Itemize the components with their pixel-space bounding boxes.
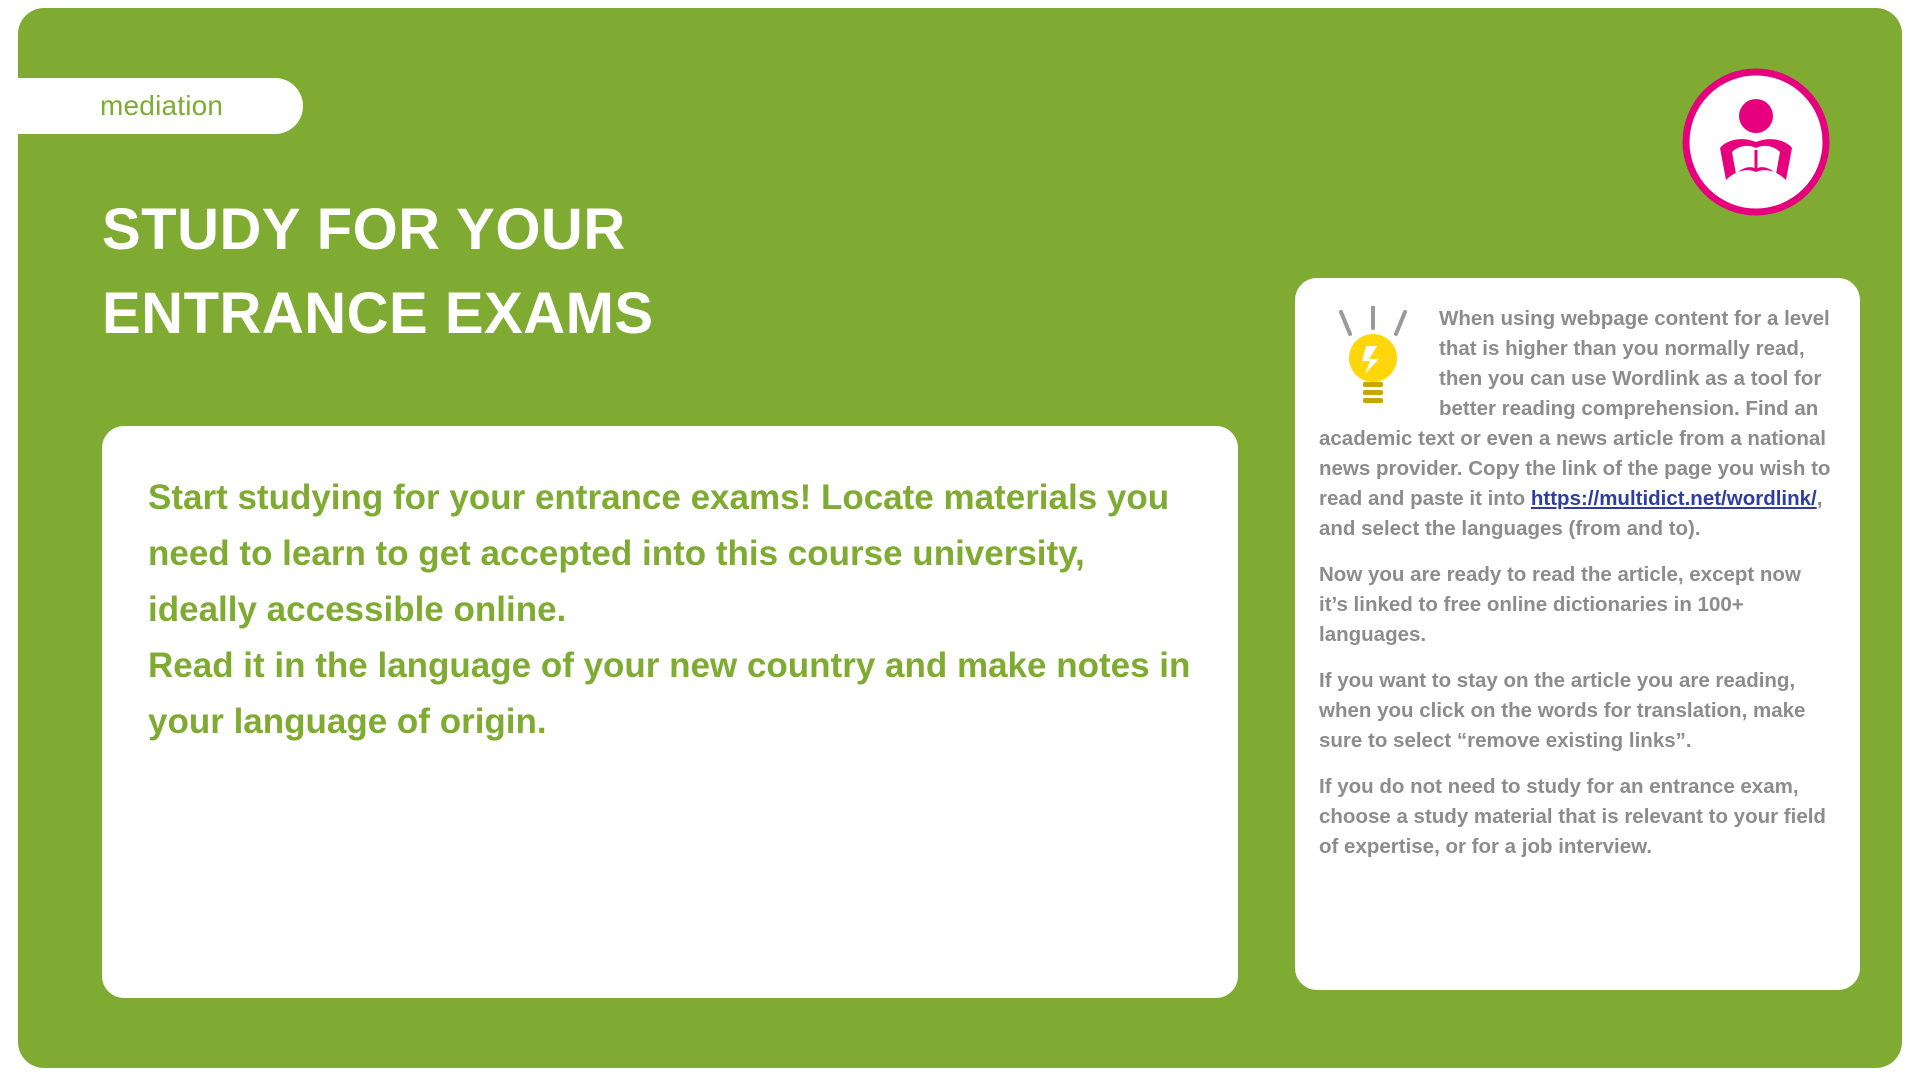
tip-panel [1295,278,1860,990]
lightbulb-idea-icon [1319,306,1427,414]
page-title [102,188,1182,356]
tip-paragraph-2: Now you are ready to read the article, except now it’s linked to free online dictionaries in 100+ languages. [1319,563,1801,646]
main-instruction-panel [102,426,1238,998]
tip-paragraph-4: If you do not need to study for an entrance exam, choose a study material that is relevant to your field of expertise, or for a job interview. [1319,775,1826,858]
tip-paragraph-3: If you want to stay on the article you are reading, when you click on the words for translation, make sure to select “remove existing links”. [1319,669,1806,752]
tip-paragraph-1-after-link: , and select the languages (from and to). [1319,487,1823,540]
page-title-line-2: ENTRANCE EXAMS [102,281,654,346]
main-paragraph-2: Read it in the language of your new country and make notes in your language of origin. [148,646,1191,741]
category-tag [18,78,303,134]
page-title-line-1: STUDY FOR YOUR [102,197,626,262]
main-paragraph-1: Start studying for your entrance exams! Locate materials you need to learn to get accepted into this course university, ideally accessible online. [148,478,1170,629]
category-tag-label: mediation [100,90,224,121]
tip-paragraph-1-before-link: When using webpage content for a level that is higher than you normally read, then you can use Wordlink as a tool for better reading comprehension. Find an academic text or even a news article from a national news provider. Copy the link of the page you wish to read and paste it into [1319,307,1831,510]
wordlink-link[interactable]: https://multidict.net/wordlink/ [1530,487,1817,510]
reader-logo-icon [1682,68,1830,216]
slide-card [18,8,1902,1068]
